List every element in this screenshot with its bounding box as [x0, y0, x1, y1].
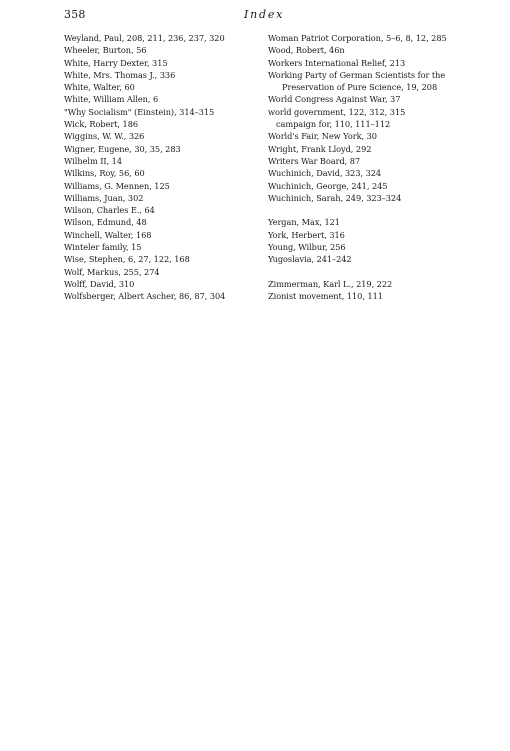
running-head: Index: [244, 8, 285, 21]
index-left-column: [64, 32, 252, 303]
index-entry: Winteler family, 15: [64, 242, 142, 253]
index-entry: "Why Socialism" (Einstein), 314–315: [64, 106, 215, 117]
index-entry: world government, 122, 312, 315: [268, 106, 406, 117]
index-entry: White, William Allen, 6: [64, 94, 159, 105]
index-entry: Woman Patriot Corporation, 5–6, 8, 12, 285: [268, 33, 447, 43]
index-entry: Weyland, Paul, 208, 211, 236, 237, 320: [64, 33, 225, 43]
index-subentry: campaign for, 110, 111–112: [276, 119, 391, 130]
index-entry: Wilson, Edmund, 48: [64, 217, 147, 228]
index-entry: Wolf, Markus, 255, 274: [64, 266, 160, 277]
index-entry: Zionist movement, 110, 111: [268, 291, 383, 302]
index-entry: Wilhelm II, 14: [64, 155, 123, 166]
index-entry: Williams, G. Mennen, 125: [64, 180, 170, 191]
index-entry: Wuchinich, Sarah, 249, 323–324: [268, 192, 402, 203]
index-entry: Wright, Frank Lloyd, 292: [268, 143, 372, 154]
index-entry: White, Harry Dexter, 315: [64, 57, 168, 68]
index-entry: York, Herbert, 316: [268, 229, 345, 240]
index-entry: Wuchinich, George, 241, 245: [268, 180, 388, 191]
index-entry: Wiggins, W. W., 326: [64, 131, 145, 142]
index-entry: Winchell, Walter, 168: [64, 229, 152, 240]
index-entry: Wolff, David, 310: [64, 278, 135, 289]
index-entry: Writers War Board, 87: [268, 155, 361, 166]
index-entry: White, Mrs. Thomas J., 336: [64, 69, 176, 80]
index-entry: Yergan, Max, 121: [268, 217, 340, 228]
index-entry: Zimmerman, Karl L., 219, 222: [268, 278, 393, 289]
index-entry: Wise, Stephen, 6, 27, 122, 168: [64, 254, 190, 265]
index-entry: Yugoslavia, 241–242: [268, 254, 352, 265]
index-entry: Wood, Robert, 46n: [268, 45, 345, 56]
letter-group-gap: [268, 204, 456, 216]
index-entry: Working Party of German Scientists for the Preservation of Pure Science, 19, 208: [268, 69, 446, 93]
index-entry: Wolfsberger, Albert Ascher, 86, 87, 304: [64, 291, 226, 302]
index-entry: Wilkins, Roy, 56, 60: [64, 168, 145, 179]
index-entry: Williams, Juan, 302: [64, 192, 144, 203]
index-entry: Wigner, Eugene, 30, 35, 283: [64, 143, 181, 154]
letter-group-gap: [268, 266, 456, 278]
index-entry: Workers International Relief, 213: [268, 57, 406, 68]
index-entry: Wheeler, Burton, 56: [64, 45, 147, 56]
index-entry: White, Walter, 60: [64, 82, 135, 93]
index-entry: World Congress Against War, 37: [268, 94, 401, 105]
index-entry: World's Fair, New York, 30: [268, 131, 377, 142]
index-entry: Wuchinich, David, 323, 324: [268, 168, 382, 179]
index-entry: Wick, Robert, 186: [64, 119, 139, 130]
index-right-column: [268, 32, 456, 303]
index-entry: Wilson, Charles E., 64: [64, 205, 155, 216]
page-number: 358: [64, 8, 86, 21]
index-entry: Young, Wilbur, 256: [268, 242, 346, 253]
